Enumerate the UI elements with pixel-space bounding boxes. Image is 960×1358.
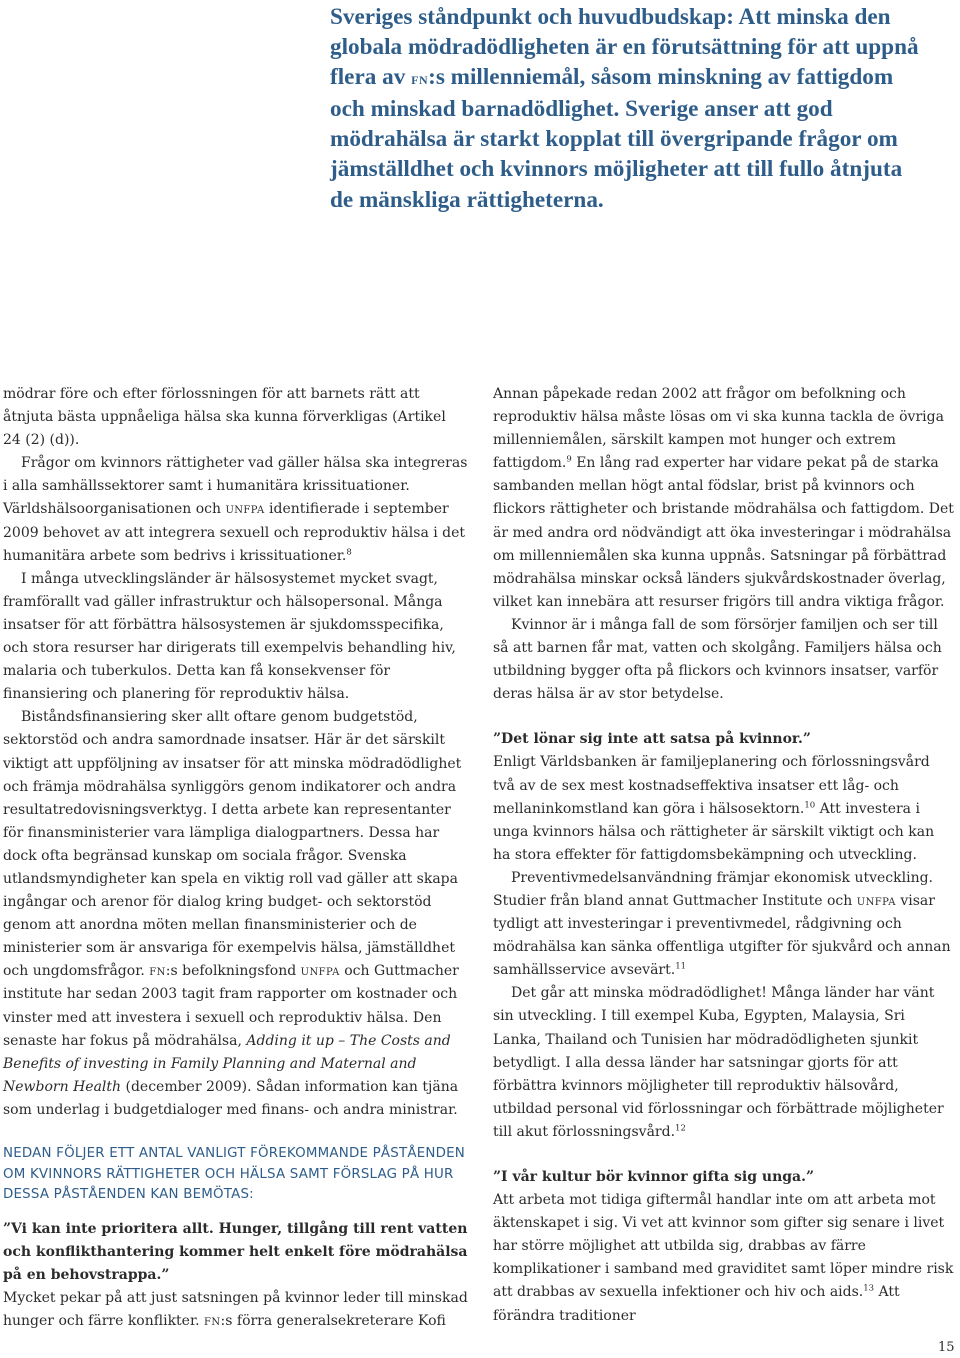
report-title: Adding it up – The Costs and Benefits of investing in Family Planning and Maternal and Newborn Health (3, 1032, 451, 1095)
left-paragraph-1: mödrar före och efter förlossningen för att barnets rätt att åtnjuta bästa uppnåeliga hälsa ska kunna förverkligas (Artikel 24 (2) (d)). (3, 386, 446, 449)
right-paragraph-3 (493, 751, 955, 866)
left-p4-text-b: :s befolkningsfond (165, 963, 301, 980)
right-column (493, 383, 955, 1328)
lead-fn-abbrev: fn (411, 69, 429, 89)
lead-part1: Sveriges ståndpunkt och huvudbudskap: Att minska den globala mödradödligheten är en förutsättning för att uppnå flera av (330, 4, 919, 91)
right-paragraph-1 (493, 383, 955, 614)
left-p5-fn: fn (204, 1313, 221, 1330)
right-p6-text-a: Att arbeta mot tidiga giftermål handlar inte om att arbeta mot äktenskapet i sig. Vi vet att kvinnor som gifter sig senare i livet har större möjlighet att utbilda sig, drabbas av färre komplikationer i samband med graviditet samt löper mindre risk att drabbas av sexuella infektioner och hiv och aids. (493, 1192, 954, 1301)
right-paragraph-5 (493, 982, 955, 1144)
left-p2-text-b: identifierade i september 2009 behovet av att integrera sexuell och reproduktiv hälsa i det humanitära arbete som bedrivs i krissituationer. (3, 501, 466, 564)
claims-intro: NEDAN FÖLJER ETT ANTAL VANLIGT FÖREKOMMANDE PÅSTÅENDEN OM KVINNORS RÄTTIGHETER OCH HÄLSA SAMT FÖRSLAG PÅ HUR DESSA PÅSTÅENDEN KAN BEMÖTAS: (3, 1146, 465, 1203)
footnote-ref-8: 8 (346, 547, 352, 557)
left-paragraph-2 (3, 452, 468, 567)
left-p4-fn: fn (149, 963, 166, 980)
right-paragraph-2: Kvinnor är i många fall de som försörjer familjen och ser till så att barnen får mat, vatten och skolgång. Familjers hälsa och utbildning bygger ofta på flickors och kvinnors insatser, varför deras hälsa är av stor betydelse. (493, 616, 942, 703)
right-p5-text-a: Det går att minska mödradödlighet! Många länder har vänt sin utveckling. I till exempel Kuba, Egypten, Malaysia, Sri Lanka, Thailand och Tunisien har mödradödligheten sjunkit betydligt. I alla dessa länder har satsningar gjorts för att förbättra kvinnors möjligheter till reproduktiv hälsovård, utbildad personal vid förlossningar och förbättrade möjligheter till akut förlossningsvård. (493, 985, 944, 1140)
right-paragraph-4 (493, 867, 955, 982)
left-p5-text-a: Mycket pekar på att just satsningen på kvinnor leder till minskad hunger och färre konflikter. (3, 1290, 468, 1330)
claim-heading-2: ”Det lönar sig inte att satsa på kvinnor.” (493, 731, 811, 748)
lead-part2: :s millenniemål, såsom minskning av fattigdom och minskad barnadödlighet. Sverige anser att god mödrahälsa är starkt kopplat till övergripande frågor om jämställdhet och kvinnors möjligheter att till fullo åtnjuta de mänskliga rättigheterna. (330, 64, 903, 213)
footnote-ref-11: 11 (675, 961, 687, 972)
left-paragraph-5 (3, 1287, 468, 1333)
claim-heading-1: ”Vi kan inte prioritera allt. Hunger, tillgång till rent vatten och konflikthantering kommer helt enkelt före mödrahälsa på en behovstrappa.” (3, 1220, 468, 1283)
right-p4-unfpa: unfpa (856, 892, 896, 909)
footnote-ref-9: 9 (566, 454, 572, 465)
left-p4-text-c: och Guttmacher institute har sedan 2003 tagit fram rapporter om kostnader och vinster med att investera i sexuell och reproduktiv hälsa. Den senaste har fokus på mödrahälsa, (3, 963, 459, 1049)
left-paragraph-3: I många utvecklingsländer är hälsosystemet mycket svagt, framförallt vad gäller infrastruktur och hälsopersonal. Många insatser för att förbättra hälsosystemen är sjukdomsspecifika, och stora resurser har dirigerats till exempelvis behandling hiv, malaria och tuberkulos. Detta kan få konsekvenser för finansiering och planering för reproduktiv hälsa. (3, 570, 456, 703)
left-p2-unfpa: unfpa (225, 501, 265, 518)
right-p4-text-b: visar tydligt att investeringar i preventivmedel, rådgivning och mödrahälsa kan sänka offentliga utgifter för sjukvård och annan samhällsservice avsevärt. (493, 892, 951, 979)
right-p3-text-b: Att investera i unga kvinnors hälsa och rättigheter är särskilt viktigt och kan ha stora effekter för fattigdomsbekämpning och utveckling. (493, 800, 935, 863)
footnote-ref-12: 12 (675, 1123, 686, 1134)
left-p4-unfpa: unfpa (300, 963, 340, 980)
left-p2-text-a: Frågor om kvinnors rättigheter vad gäller hälsa ska integreras i alla samhällssektorer samt i humanitära krissituationer. Världshälsoorganisationen och (3, 455, 468, 518)
right-p4-text-a: Preventivmedelsanvändning främjar ekonomisk utveckling. Studier från bland annat Guttmacher Institute och (493, 869, 933, 909)
claim-heading-3: ”I vår kultur bör kvinnor gifta sig unga.” (493, 1169, 815, 1185)
right-p1-text-a: Annan påpekade redan 2002 att frågor om befolkning och reproduktiv hälsa måste lösas om vi ska kunna tackla de övriga millenniemålen, särskilt kampen mot hunger och extrem fattigdom. (493, 386, 944, 472)
page-number: 15 (938, 1340, 955, 1355)
right-p3-text-a: Enligt Världsbanken är familjeplanering och förlossningsvård två av de sex mest kostnadseffektiva insatser ett låg- och mellaninkomstland kan göra i hälsosektorn. (493, 754, 930, 817)
left-p5-text-b: :s förra generalsekreterare Kofi (220, 1313, 446, 1330)
left-paragraph-4 (3, 706, 468, 1122)
left-p4-text-d: (december 2009). Sådan information kan tjäna som underlag i budgetdialoger med finans- och andra ministrar. (3, 1078, 459, 1118)
left-column (3, 383, 468, 1333)
footnote-ref-10: 10 (804, 799, 816, 810)
lead-summary (330, 2, 930, 215)
left-p4-text-a: Biståndsfinansiering sker allt oftare genom budgetstöd, sektorstöd och andra samordnade insatser. Här är det särskilt viktigt att uppföljning av insatser för att minska mödradödlighet och främja mödrahälsa synliggörs genom indikatorer och andra resultatredovisningsverktyg. I detta arbete kan representanter för finansministerier vara lämpliga dialogpartners. Dessa har dock ofta begränsad kunskap om sociala frågor. Svenska utlandsmyndigheter kan spela en viktig roll vad gäller att skapa ingångar och arenor för dialog kring budget- och sektorstöd genom att anordna möten mellan finansministerier och de ministerier som är ansvariga för exempelvis hälsa, jämställdhet och ungdomsfrågor. (3, 709, 462, 980)
right-p6-text-b: Att förändra traditioner (493, 1284, 900, 1324)
right-paragraph-6 (493, 1189, 955, 1328)
right-p1-text-b: En lång rad experter har vidare pekat på de starka sambanden mellan högt antal födslar, brist på kvinnors och flickors rättigheter och bristande mödrahälsa och fattigdom. Det är med andra ord nödvändigt att öka investeringar i mödrahälsa om millenniemålen ska kunna uppnås. Satsningar på förbättrad mödrahälsa minskar också länders sjukvårdskostnader överlag, vilket kan innebära att resurser frigörs till andra viktiga frågor. (493, 455, 954, 610)
footnote-ref-13: 13 (863, 1283, 875, 1294)
